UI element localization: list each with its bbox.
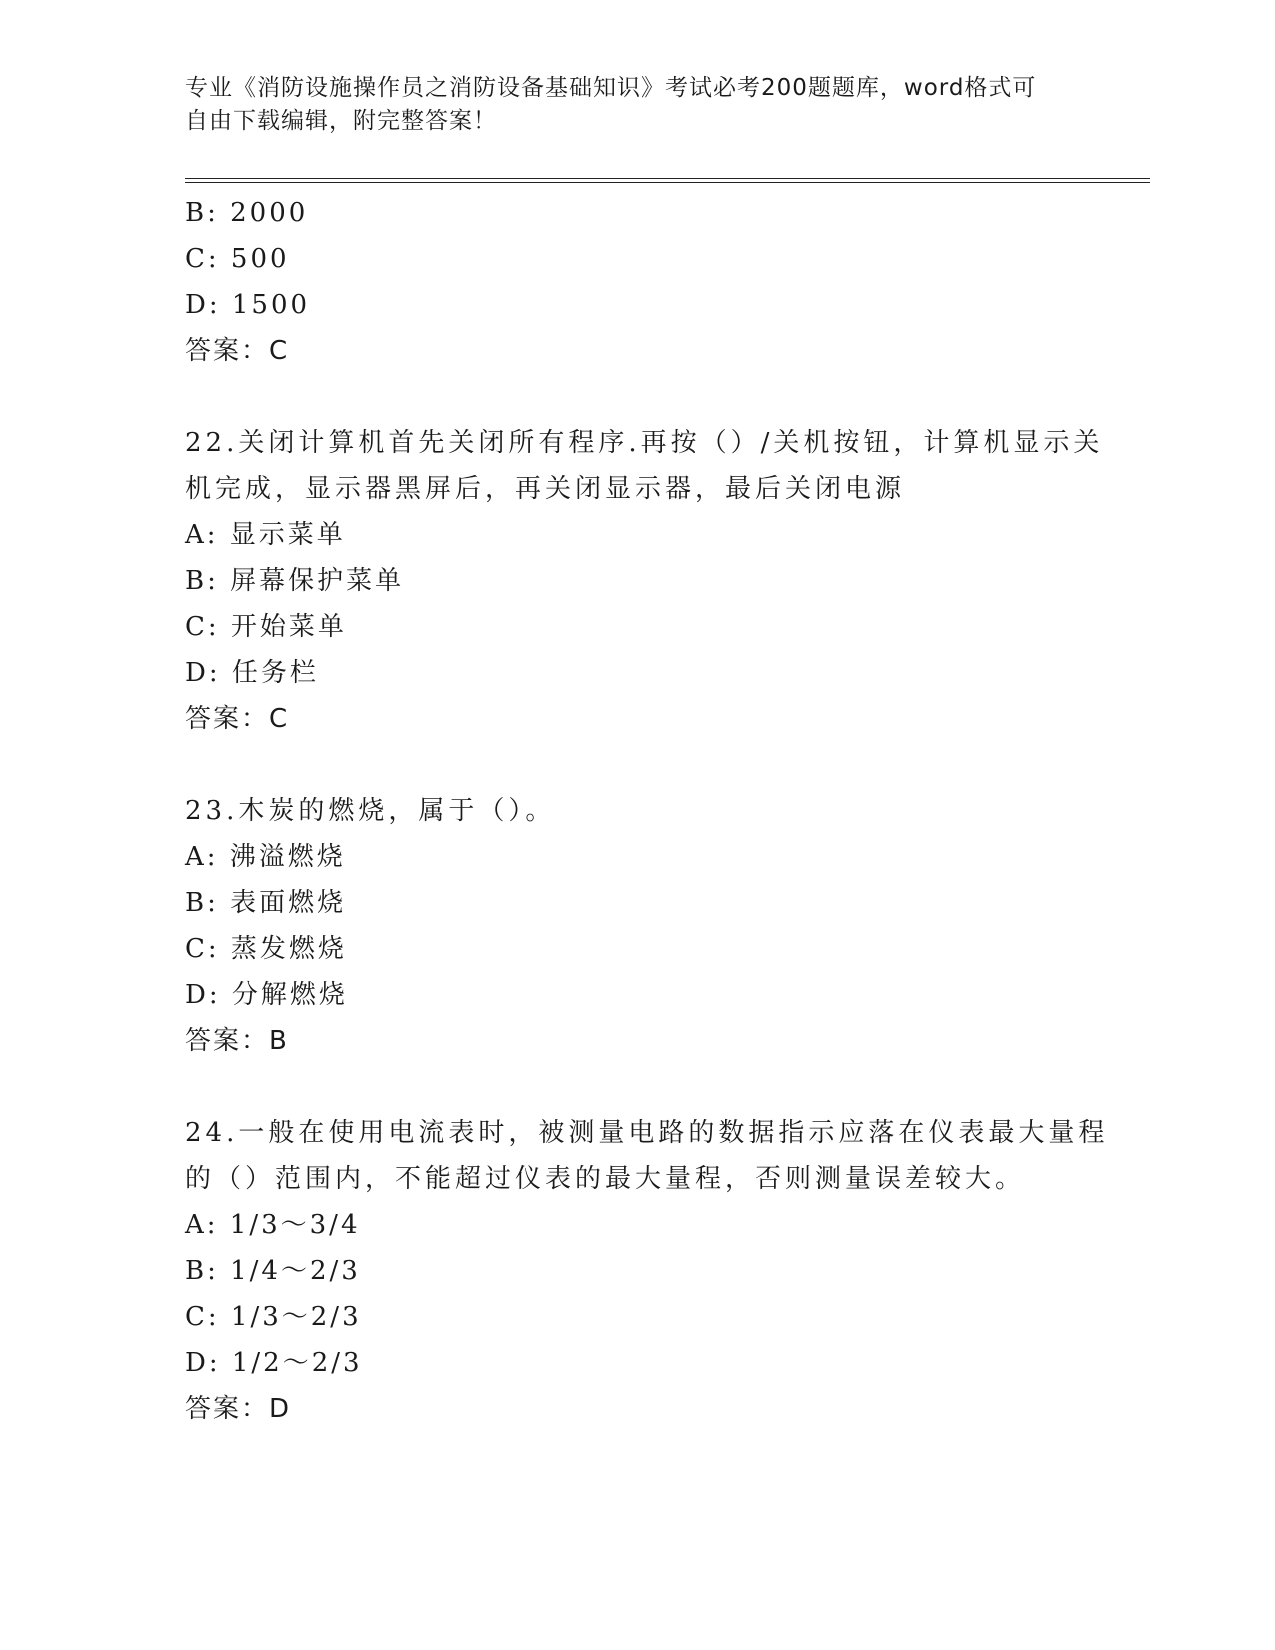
option-a: A: 1/3～3/4 (185, 1210, 361, 1240)
option-d: D: 任务栏 (185, 658, 319, 688)
option-c: C: 蒸发燃烧 (185, 934, 347, 964)
option-c: C: 1/3～2/3 (185, 1302, 362, 1332)
question-22 (185, 420, 1104, 742)
header-divider-bottom (185, 182, 1150, 183)
option-d: D: 1500 (185, 290, 311, 320)
option-b: B: 1/4～2/3 (185, 1256, 361, 1286)
option-d: D: 1/2～2/3 (185, 1348, 363, 1378)
question-text-line: 的（）范围内，不能超过仪表的最大量程，否则测量误差较大。 (185, 1164, 1026, 1194)
option-a: A: 沸溢燃烧 (185, 842, 346, 872)
question-text-line: 24.一般在使用电流表时，被测量电路的数据指示应落在仪表最大量程 (185, 1118, 1109, 1148)
question-text-line: 机完成，显示器黑屏后，再关闭显示器，最后关闭电源 (185, 474, 906, 504)
option-c: C: 500 (185, 244, 290, 274)
question-text-line: 23.木炭的燃烧，属于（）。 (185, 796, 556, 826)
question-list (185, 190, 1109, 1432)
header-line-1: 专业《消防设施操作员之消防设备基础知识》考试必考200题题库，word格式可 (185, 75, 1037, 101)
option-b: B: 2000 (185, 198, 309, 228)
question-21-continued (185, 190, 1085, 374)
option-b: B: 表面燃烧 (185, 888, 347, 918)
option-b: B: 屏幕保护菜单 (185, 566, 405, 596)
option-d: D: 分解燃烧 (185, 980, 348, 1010)
header-line-2: 自由下载编辑，附完整答案！ (185, 108, 497, 134)
answer-line: 答案：B (185, 1026, 289, 1056)
answer-line: 答案：C (185, 704, 290, 734)
answer-line: 答案：D (185, 1394, 292, 1424)
question-23 (185, 788, 1085, 1064)
option-c: C: 开始菜单 (185, 612, 347, 642)
option-a: A: 显示菜单 (185, 520, 346, 550)
header-divider-top (185, 178, 1150, 179)
answer-line: 答案：C (185, 336, 290, 366)
question-text-line: 22.关闭计算机首先关闭所有程序.再按（）/关机按钮，计算机显示关 (185, 428, 1104, 458)
question-24 (185, 1110, 1109, 1432)
document-header (185, 72, 1085, 138)
